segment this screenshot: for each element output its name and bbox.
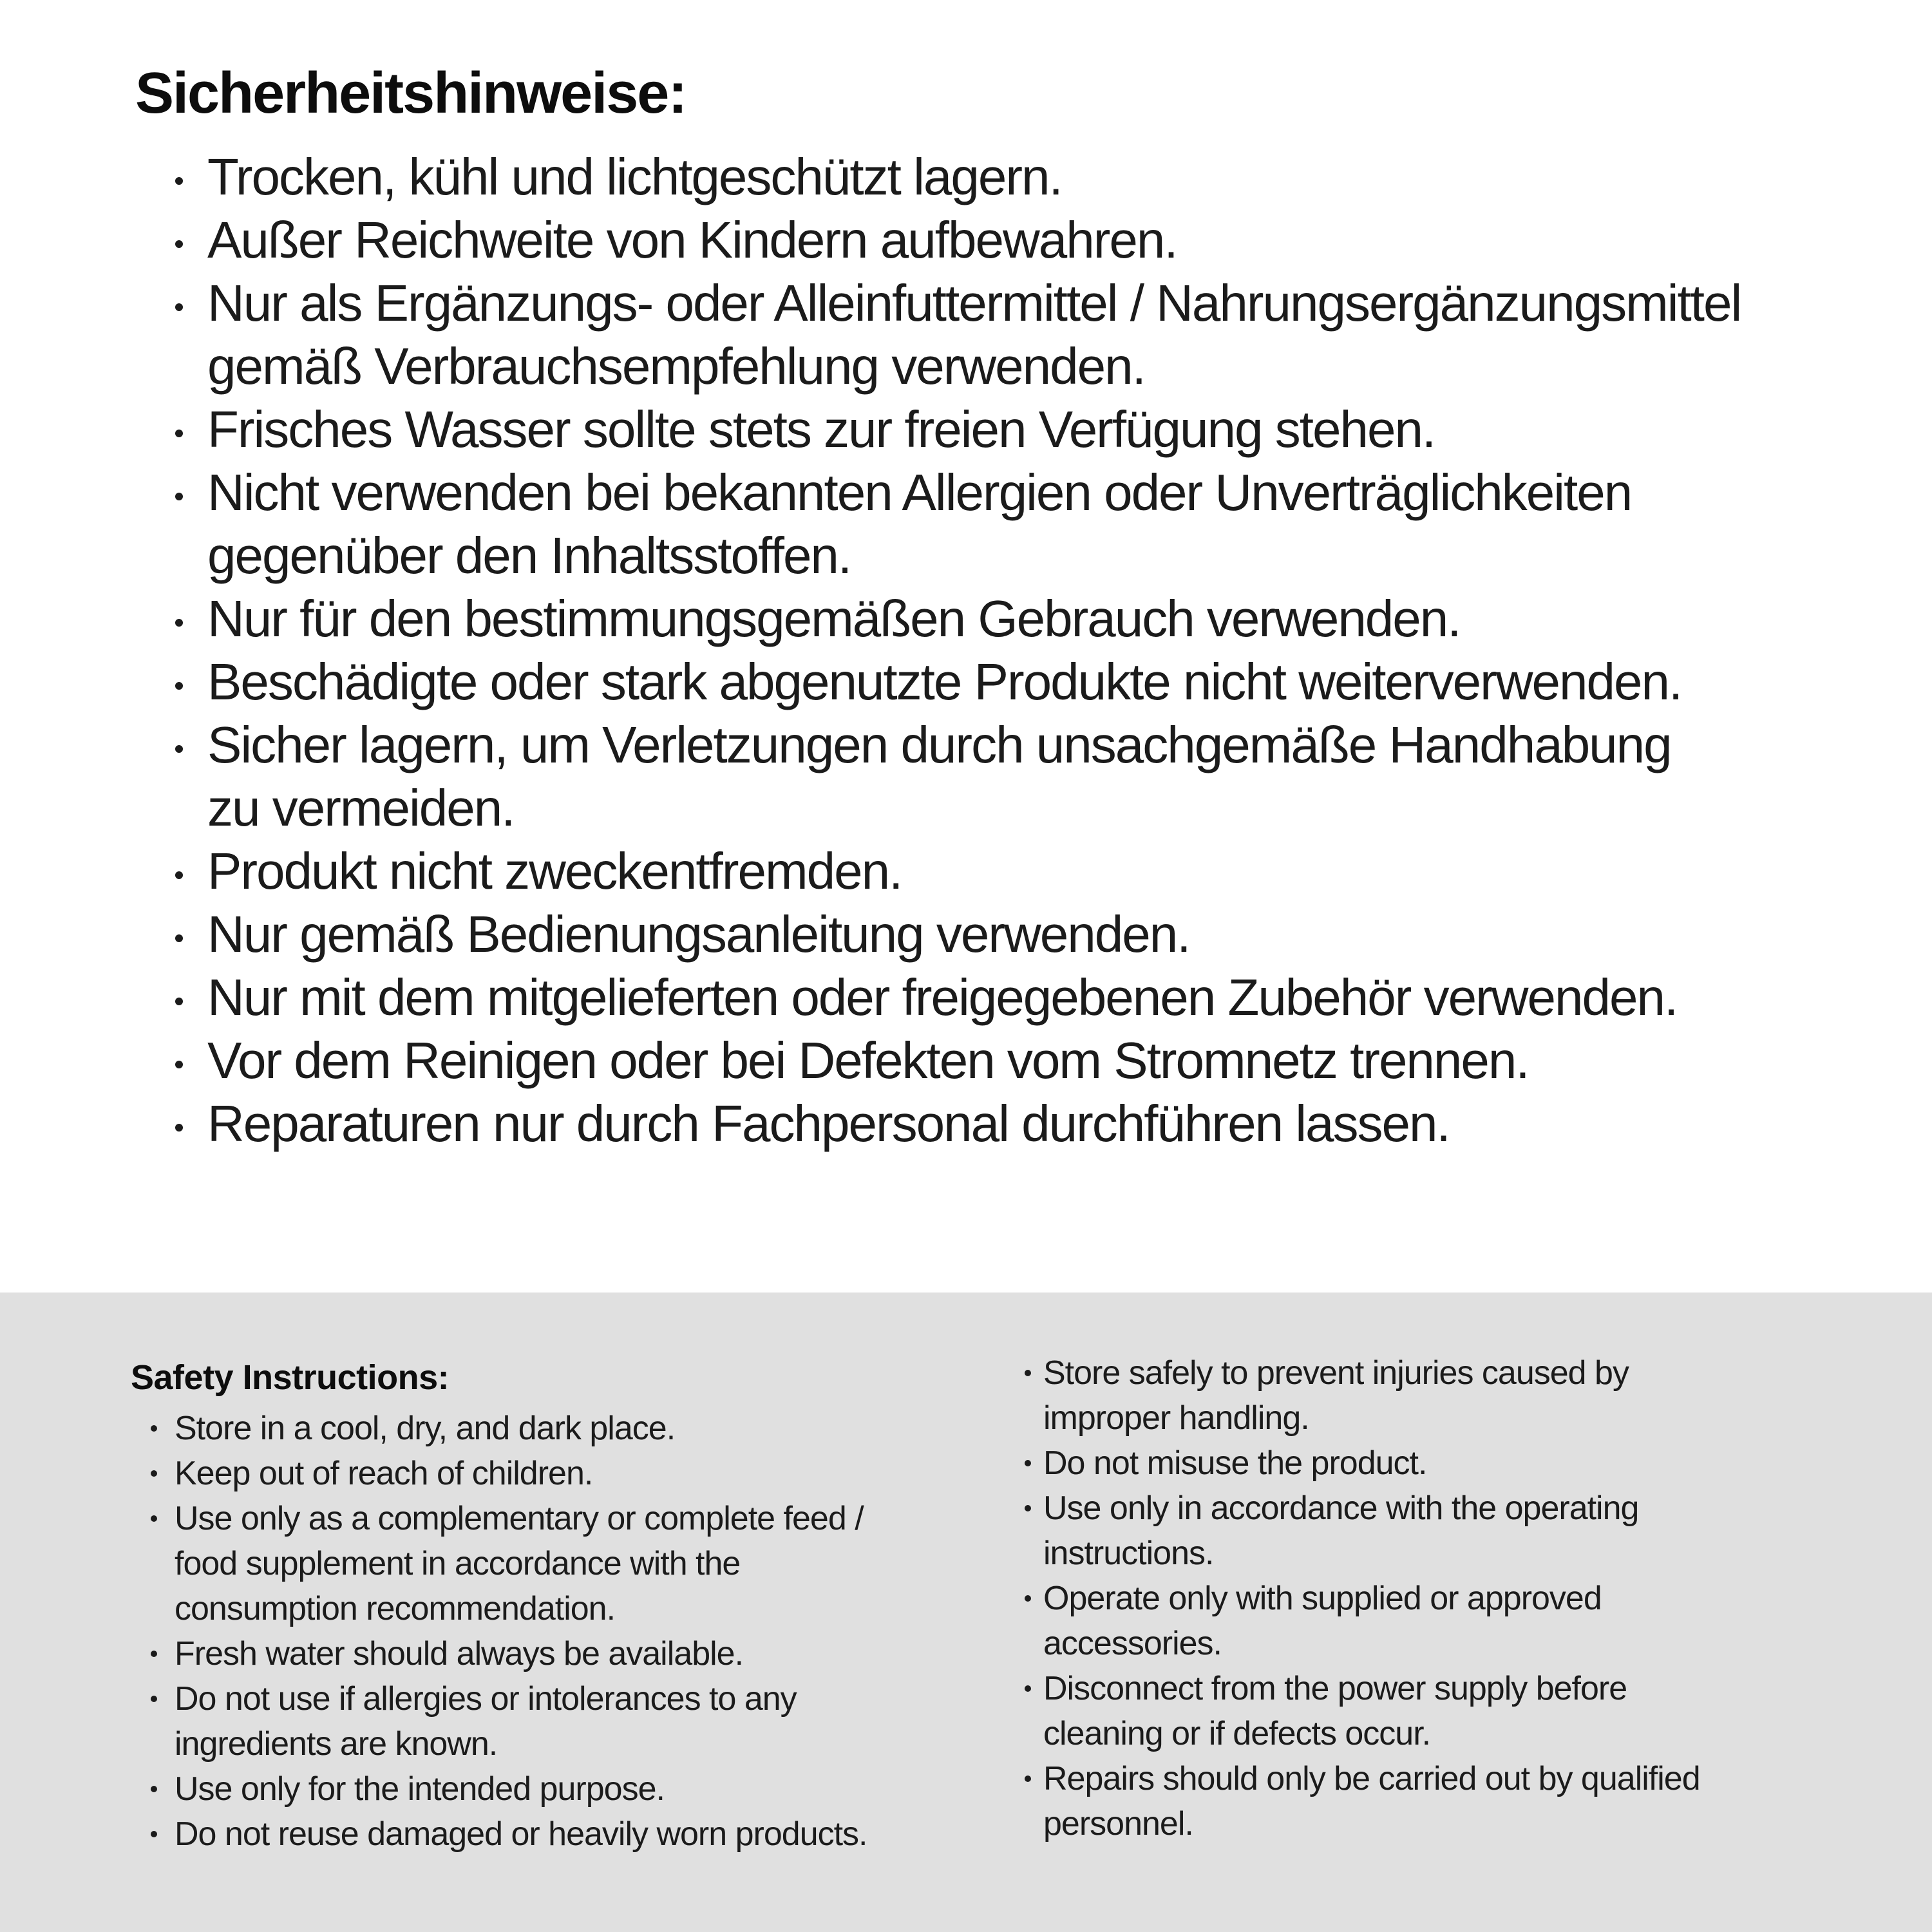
- bullet-icon: [175, 177, 183, 185]
- list-item: [1005, 1441, 1700, 1486]
- list-line: Use only as a complementary or complete feed /: [175, 1500, 864, 1537]
- list-line: Sicher lagern, um Verletzungen durch unsachgemäße Handhabung: [207, 716, 1671, 773]
- list-line: Use only for the intended purpose.: [175, 1770, 665, 1808]
- list-line: zu vermeiden.: [207, 779, 515, 837]
- list-line: Do not misuse the product.: [1043, 1444, 1427, 1482]
- list-line: gegenüber den Inhaltsstoffen.: [207, 527, 851, 584]
- list-item: [1005, 1666, 1700, 1756]
- list-line: ingredients are known.: [175, 1725, 498, 1763]
- list-item: [131, 1812, 867, 1857]
- list-line: Keep out of reach of children.: [175, 1455, 593, 1492]
- list-item: [135, 461, 1741, 587]
- bullet-icon: [175, 1124, 183, 1132]
- bullet-icon: [175, 619, 183, 627]
- list-item: [135, 840, 1741, 903]
- list-item: [1005, 1486, 1700, 1576]
- list-line: consumption recommendation.: [175, 1590, 616, 1627]
- list-line: Beschädigte oder stark abgenutzte Produkte nicht weiterverwenden.: [207, 653, 1682, 710]
- list-line: Operate only with supplied or approved: [1043, 1580, 1602, 1617]
- list-line: Repairs should only be carried out by qualified: [1043, 1760, 1700, 1797]
- list-item: [135, 650, 1741, 714]
- bullet-icon: [151, 1786, 157, 1792]
- list-line: Reparaturen nur durch Fachpersonal durchführen lassen.: [207, 1095, 1450, 1152]
- list-line: Do not use if allergies or intolerances to any: [175, 1680, 797, 1718]
- english-right-column: [1005, 1350, 1700, 1846]
- german-title: Sicherheitshinweise:: [135, 61, 687, 126]
- bullet-icon: [151, 1470, 157, 1477]
- list-line: Frisches Wasser sollte stets zur freien Verfügung stehen.: [207, 401, 1435, 458]
- list-line: Trocken, kühl und lichtgeschützt lagern.: [207, 148, 1062, 205]
- bullet-icon: [151, 1651, 157, 1657]
- english-title: Safety Instructions:: [131, 1358, 450, 1397]
- list-item: [135, 146, 1741, 209]
- list-line: Außer Reichweite von Kindern aufbewahren.: [207, 211, 1177, 269]
- list-line: cleaning or if defects occur.: [1043, 1715, 1431, 1752]
- list-line: personnel.: [1043, 1805, 1193, 1842]
- list-line: Store safely to prevent injuries caused by: [1043, 1354, 1629, 1392]
- list-item: [135, 272, 1741, 398]
- list-line: food supplement in accordance with the: [175, 1545, 741, 1582]
- list-item: [135, 209, 1741, 272]
- list-line: Nur als Ergänzungs- oder Alleinfuttermittel / Nahrungsergänzungsmittel: [207, 274, 1741, 332]
- bullet-icon: [175, 240, 183, 248]
- list-item: [135, 1092, 1741, 1155]
- german-bullet-list: [135, 146, 1741, 1155]
- bullet-icon: [175, 745, 183, 753]
- list-line: Disconnect from the power supply before: [1043, 1670, 1627, 1707]
- list-item: [135, 398, 1741, 461]
- bullet-icon: [1025, 1370, 1031, 1376]
- bullet-icon: [151, 1696, 157, 1702]
- list-item: [1005, 1576, 1700, 1666]
- bullet-icon: [175, 303, 183, 311]
- list-item: [131, 1406, 867, 1451]
- list-item: [131, 1631, 867, 1676]
- list-line: instructions.: [1043, 1535, 1214, 1572]
- list-line: Store in a cool, dry, and dark place.: [175, 1410, 676, 1447]
- list-item: [131, 1766, 867, 1812]
- list-line: Nicht verwenden bei bekannten Allergien oder Unverträglichkeiten: [207, 464, 1632, 521]
- list-item: [131, 1496, 867, 1631]
- bullet-icon: [1025, 1595, 1031, 1602]
- list-line: Fresh water should always be available.: [175, 1635, 744, 1672]
- list-line: improper handling.: [1043, 1399, 1309, 1437]
- list-line: Nur gemäß Bedienungsanleitung verwenden.: [207, 905, 1190, 963]
- list-item: [1005, 1350, 1700, 1441]
- list-line: Do not reuse damaged or heavily worn products.: [175, 1815, 867, 1853]
- bullet-icon: [175, 998, 183, 1005]
- list-line: gemäß Verbrauchsempfehlung verwenden.: [207, 337, 1145, 395]
- bullet-icon: [151, 1831, 157, 1837]
- list-item: [131, 1676, 867, 1766]
- bullet-icon: [175, 1061, 183, 1068]
- list-line: Nur mit dem mitgelieferten oder freigegebenen Zubehör verwenden.: [207, 969, 1678, 1026]
- bullet-icon: [175, 682, 183, 690]
- list-line: Use only in accordance with the operating: [1043, 1490, 1639, 1527]
- bullet-icon: [1025, 1685, 1031, 1692]
- list-line: Nur für den bestimmungsgemäßen Gebrauch verwenden.: [207, 590, 1461, 647]
- list-line: Produkt nicht zweckentfremden.: [207, 842, 902, 900]
- list-item: [1005, 1756, 1700, 1846]
- list-item: [135, 1029, 1741, 1092]
- list-item: [135, 587, 1741, 650]
- bullet-icon: [1025, 1776, 1031, 1782]
- bullet-icon: [175, 430, 183, 437]
- bullet-icon: [175, 934, 183, 942]
- list-item: [135, 966, 1741, 1029]
- bullet-icon: [175, 871, 183, 879]
- english-left-column: [131, 1406, 867, 1857]
- bullet-icon: [1025, 1505, 1031, 1511]
- list-item: [135, 714, 1741, 840]
- list-item: [135, 903, 1741, 966]
- bullet-icon: [175, 493, 183, 500]
- bullet-icon: [151, 1425, 157, 1432]
- list-line: accessories.: [1043, 1625, 1222, 1662]
- bullet-icon: [1025, 1460, 1031, 1466]
- list-line: Vor dem Reinigen oder bei Defekten vom Stromnetz trennen.: [207, 1032, 1529, 1089]
- bullet-icon: [151, 1515, 157, 1522]
- list-item: [131, 1451, 867, 1496]
